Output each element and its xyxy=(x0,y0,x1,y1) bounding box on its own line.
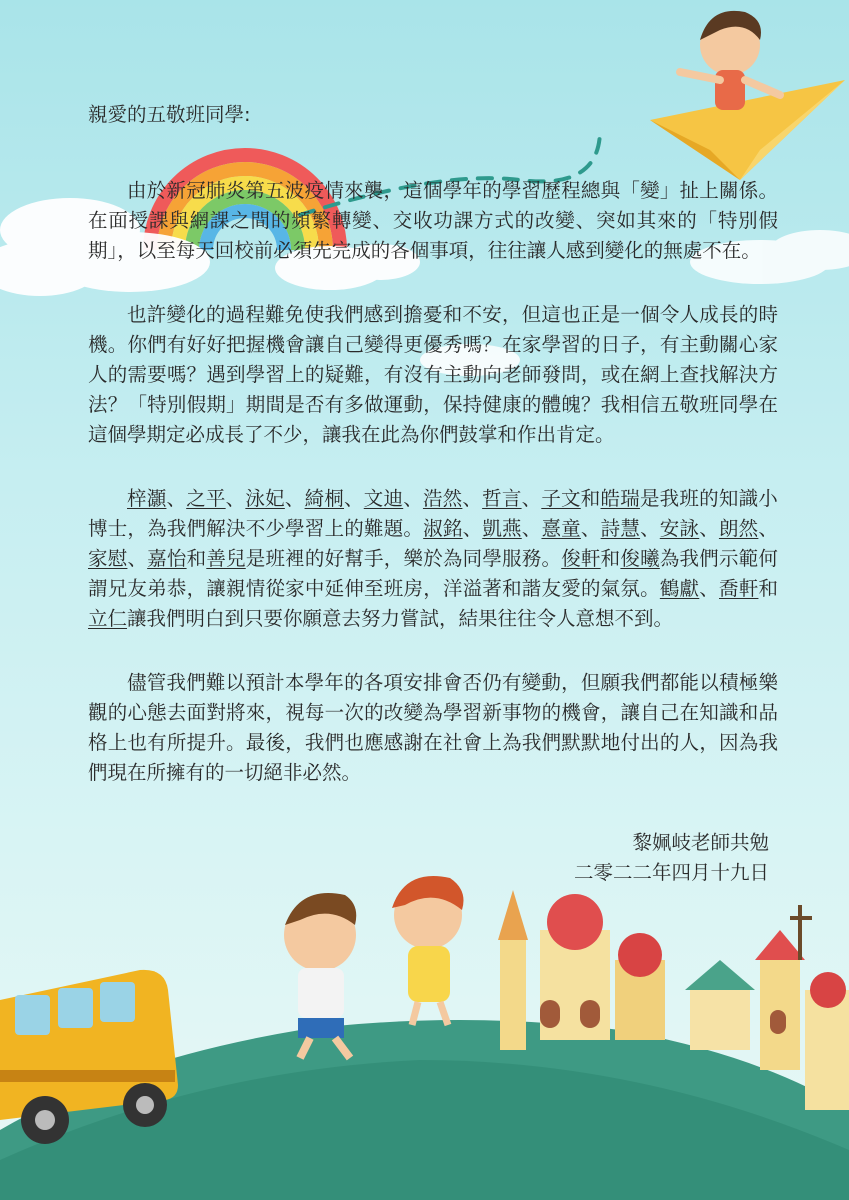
signature-block xyxy=(574,828,769,888)
student-name: 嘉怡 xyxy=(147,547,187,570)
paragraph-1: 由於新冠肺炎第五波疫情來襲，這個學年的學習歷程總與「變」扯上關係。在面授課與網課之間的頻繁轉變、交收功課方式的改變、突如其來的「特別假期」，以至每天回校前必須先完成的各個事項，往往讓人感到變化的無處不在。 xyxy=(88,179,778,262)
student-name: 憙童 xyxy=(541,517,581,540)
conjunction: 和 xyxy=(758,577,778,600)
student-name: 之平 xyxy=(186,487,226,510)
boy-on-plane-icon xyxy=(680,11,780,110)
student-name: 綺桐 xyxy=(304,487,345,510)
student-name: 梓灝 xyxy=(127,487,167,510)
student-name: 文迪 xyxy=(363,487,404,510)
greeting: 親愛的五敬班同學: xyxy=(88,103,251,126)
student-name: 安詠 xyxy=(659,517,700,540)
student-name: 浩然 xyxy=(422,487,463,510)
paragraph-3-text-4: 讓我們明白到只要你願意去努力嘗試，結果往往令人意想不到。 xyxy=(127,607,674,630)
student-name: 鶴獻 xyxy=(659,577,700,600)
student-name: 俊曦 xyxy=(620,547,660,570)
paragraph-3-text-3: 為我們示範何謂兄友弟恭，讓親情從家中延伸至班房，洋溢著和諧友愛的氣氛。 xyxy=(88,547,778,600)
conjunction: 和 xyxy=(600,547,621,570)
signature-name: 黎姵岐老師共勉 xyxy=(632,831,769,854)
paragraph-3-text-2: 是班裡的好幫手，樂於為同學服務。 xyxy=(245,547,562,570)
student-name: 淑銘 xyxy=(423,517,463,540)
student-name: 家慰 xyxy=(88,547,128,570)
student-name: 朗然 xyxy=(718,517,759,540)
student-name: 子文 xyxy=(541,487,581,510)
conjunction: 和 xyxy=(580,487,601,510)
paragraph-3-text-1: 是我班的知識小博士，為我們解決不少學習上的難題。 xyxy=(88,487,778,540)
student-name: 哲言 xyxy=(482,487,522,510)
paragraph-3: 梓灝、之平、泳妃、綺桐、文迪、浩然、哲言、子文和皓瑞是我班的知識小博士，為我們解決不少學習上的難題。淑銘、凱燕、憙童、詩慧、安詠、朗然、家慰、嘉怡和善兒是班裡的好幫手，樂於為同學服務。俊軒和俊曦為我們示範何謂兄友弟恭，讓親情從家中延伸至班房，洋溢著和諧友愛的氣氛。鶴獻、喬軒和立仁讓我們明白到只要你願意去努力嘗試，結果往往令人意想不到。 xyxy=(88,487,778,630)
paragraph-4: 儘管我們難以預計本學年的各項安排會否仍有變動，但願我們都能以積極樂觀的心態去面對將來，視每一次的改變為學習新事物的機會，讓自己在知識和品格上也有所提升。最後，我們也應感謝在社會上為我們默默地付出的人，因為我們現在所擁有的一切絕非必然。 xyxy=(88,671,778,784)
student-name: 皓瑞 xyxy=(600,487,640,510)
student-name: 凱燕 xyxy=(482,517,522,540)
signature-date: 二零二二年四月十九日 xyxy=(573,861,769,884)
conjunction: 和 xyxy=(186,547,207,570)
student-name: 詩慧 xyxy=(600,517,641,540)
student-name: 立仁 xyxy=(88,607,128,630)
letter-body xyxy=(88,100,778,812)
paragraph-2: 也許變化的過程難免使我們感到擔憂和不安，但這也正是一個令人成長的時機。你們有好好把握機會讓自己變得更優秀嗎？在家學習的日子，有主動關心家人的需要嗎？遇到學習上的疑難，有沒有主動向老師發問，或在網上查找解決方法？「特別假期」期間是否有多做運動，保持健康的體魄？我相信五敬班同學在這個學期定必成長了不少，讓我在此為你們鼓掌和作出肯定。 xyxy=(88,303,778,446)
student-name: 俊軒 xyxy=(561,547,601,570)
student-name: 善兒 xyxy=(206,547,246,570)
student-name: 泳妃 xyxy=(245,487,285,510)
student-name: 喬軒 xyxy=(719,577,759,600)
